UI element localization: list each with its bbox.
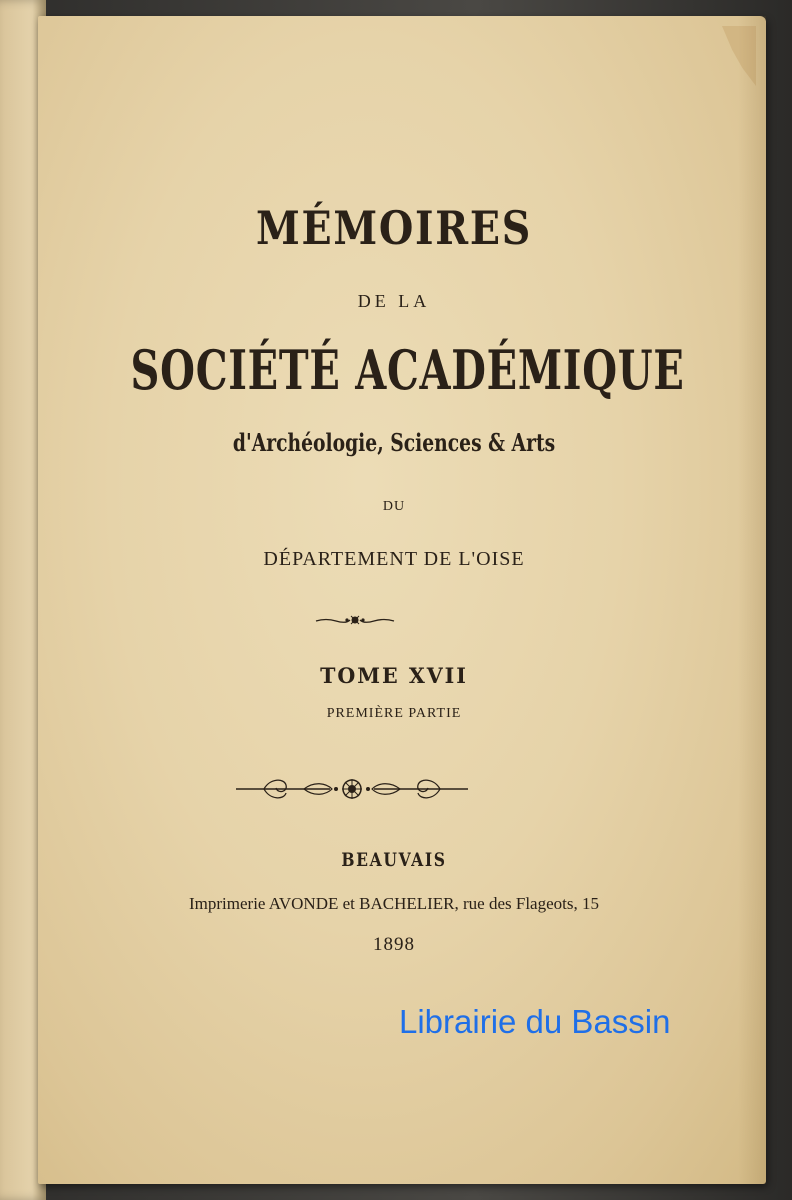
title-memoires: MÉMOIRES [255,201,533,255]
large-ornament-icon [234,774,470,804]
publication-year: 1898 [373,934,415,955]
small-ornament-icon [314,612,396,628]
publisher-city: BEAUVAIS [341,849,447,871]
torn-corner [722,26,756,86]
bookseller-watermark: Librairie du Bassin [399,1003,671,1040]
printer-line: Imprimerie AVONDE et BACHELIER, rue des Flageots, 15 [189,894,599,913]
tome-part: PREMIÈRE PARTIE [326,706,462,721]
title-de-la: DE LA [357,291,431,311]
title-societe: SOCIÉTÉ ACADÉMIQUE [130,338,685,402]
title-du: DU [382,499,406,514]
subtitle: d'Archéologie, Sciences & Arts [232,428,556,457]
title-departement: DÉPARTEMENT DE L'OISE [263,548,525,570]
tome-number: TOME XVII [320,663,468,688]
